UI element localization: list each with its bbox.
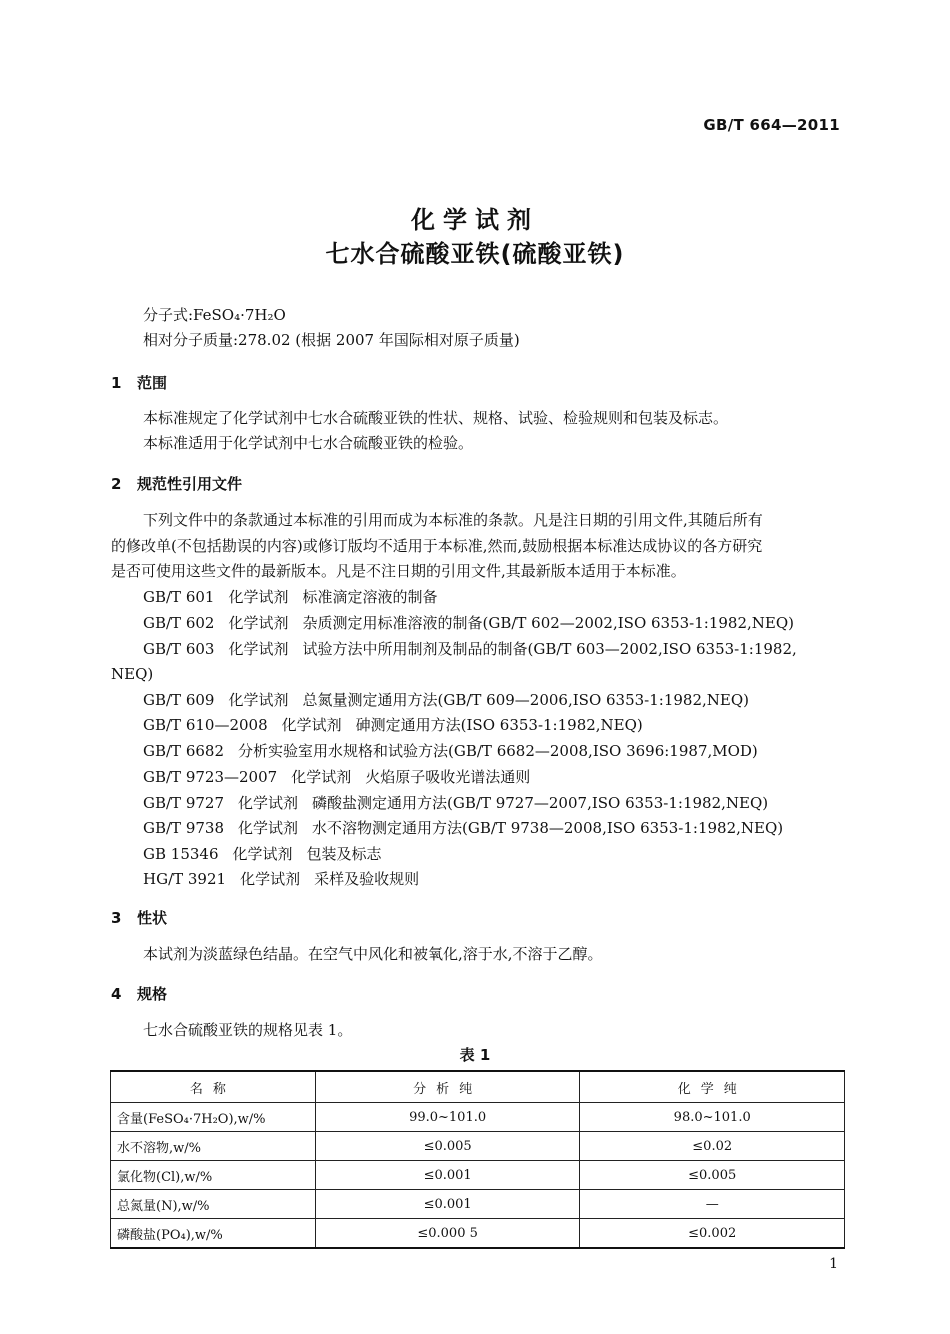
table-row — [111, 1103, 845, 1132]
reference-code: GB/T 9738 — [143, 819, 225, 837]
reference-code: GB/T 610—2008 — [143, 716, 268, 734]
reference-category: 化学试剂 — [228, 588, 289, 606]
reference-category: 化学试剂 — [232, 845, 293, 863]
reference-code: GB/T 602 — [143, 614, 215, 632]
table-cell: ≤0.005 — [580, 1161, 845, 1190]
table-cell: 水不溶物,w/% — [111, 1132, 316, 1161]
section-title: 规格 — [137, 985, 168, 1003]
reference-title: 磷酸盐测定通用方法(GB/T 9727—2007,ISO 6353-1:1982,NEQ) — [312, 794, 769, 812]
table-cell: ≤0.005 — [315, 1132, 580, 1161]
reference-title: 火焰原子吸收光谱法通则 — [365, 768, 531, 786]
reference-title: 水不溶物测定通用方法(GB/T 9738—2008,ISO 6353-1:1982,NEQ) — [312, 819, 784, 837]
document-title-line1: 化学试剂 — [411, 206, 539, 234]
reference-item — [143, 612, 808, 633]
column-header-analytical-grade: 分析纯 — [315, 1071, 580, 1103]
document-title-line2: 七水合硫酸亚铁(硫酸亚铁) — [325, 240, 625, 268]
table-cell: ≤0.002 — [580, 1219, 845, 1249]
section-title: 性状 — [137, 909, 168, 927]
reference-code: GB 15346 — [143, 845, 219, 863]
table-cell: — — [580, 1190, 845, 1219]
standard-code: GB/T 664—2011 — [703, 116, 840, 134]
table-row — [111, 1161, 845, 1190]
reference-category: 化学试剂 — [281, 716, 342, 734]
reference-title: 砷测定通用方法(ISO 6353-1:1982,NEQ) — [355, 716, 643, 734]
reference-title: 试验方法中所用制剂及制品的制备(GB/T 603—2002,ISO 6353-1:1982, — [302, 640, 797, 658]
reference-category: 化学试剂 — [240, 870, 301, 888]
table-cell: ≤0.02 — [580, 1132, 845, 1161]
reference-category: 化学试剂 — [238, 794, 299, 812]
paragraph: 本标准规定了化学试剂中七水合硫酸亚铁的性状、规格、试验、检验规则和包装及标志。 — [143, 409, 729, 427]
reference-item — [143, 843, 396, 864]
reference-category: 化学试剂 — [291, 768, 352, 786]
table-caption: 表 1 — [459, 1046, 491, 1064]
table-row — [111, 1219, 845, 1249]
paragraph: 的修改单(不包括勘误的内容)或修订版均不适用于本标准,然而,鼓励根据本标准达成协议的各方研究 — [111, 537, 763, 555]
reference-item — [143, 638, 811, 659]
reference-item — [143, 714, 657, 735]
section-number: 1 — [111, 374, 122, 392]
reference-title: 总氮量测定通用方法(GB/T 609—2006,ISO 6353-1:1982,NEQ) — [302, 691, 750, 709]
reference-continuation: NEQ) — [111, 665, 154, 683]
section-number: 4 — [111, 985, 122, 1003]
reference-title: 采样及验收规则 — [314, 870, 420, 888]
table-cell: ≤0.000 5 — [315, 1219, 580, 1249]
reference-category: 化学试剂 — [238, 819, 299, 837]
reference-category: 化学试剂 — [228, 640, 289, 658]
reference-item — [143, 792, 782, 813]
table-cell: ≤0.001 — [315, 1190, 580, 1219]
reference-item — [143, 817, 797, 838]
column-header-name: 名称 — [111, 1071, 316, 1103]
section-title: 范围 — [137, 374, 168, 392]
table-cell: 98.0~101.0 — [580, 1103, 845, 1132]
table-cell: 氯化物(Cl),w/% — [111, 1161, 316, 1190]
paragraph: 是否可使用这些文件的最新版本。凡是不注日期的引用文件,其最新版本适用于本标准。 — [111, 562, 686, 580]
reference-item — [143, 740, 772, 761]
specification-table — [110, 1070, 845, 1249]
reference-code: GB/T 601 — [143, 588, 215, 606]
section-heading-scope — [111, 372, 167, 393]
section-title: 规范性引用文件 — [137, 475, 243, 493]
reference-code: GB/T 9723—2007 — [143, 768, 278, 786]
table-cell: 总氮量(N),w/% — [111, 1190, 316, 1219]
reference-item — [143, 586, 452, 607]
table-cell: ≤0.001 — [315, 1161, 580, 1190]
section-number: 2 — [111, 475, 122, 493]
reference-code: GB/T 6682 — [143, 742, 225, 760]
section-heading-specifications — [111, 983, 167, 1004]
section-heading-references — [111, 473, 242, 494]
reference-code: GB/T 609 — [143, 691, 215, 709]
table-cell: 含量(FeSO₄·7H₂O),w/% — [111, 1103, 316, 1132]
reference-code: GB/T 9727 — [143, 794, 225, 812]
reference-item — [143, 868, 433, 889]
reference-title: 分析实验室用水规格和试验方法(GB/T 6682—2008,ISO 3696:1987,MOD) — [238, 742, 758, 760]
table-row — [111, 1190, 845, 1219]
section-heading-properties — [111, 907, 167, 928]
section-number: 3 — [111, 909, 122, 927]
table-cell: 磷酸盐(PO₄),w/% — [111, 1219, 316, 1249]
paragraph: 本试剂为淡蓝绿色结晶。在空气中风化和被氧化,溶于水,不溶于乙醇。 — [143, 945, 603, 963]
reference-title: 杂质测定用标准溶液的制备(GB/T 602—2002,ISO 6353-1:1982,NEQ) — [302, 614, 795, 632]
paragraph: 本标准适用于化学试剂中七水合硫酸亚铁的检验。 — [143, 434, 474, 452]
molar-mass: 相对分子质量:278.02 (根据 2007 年国际相对原子质量) — [143, 331, 520, 349]
reference-item — [143, 766, 544, 787]
paragraph: 下列文件中的条款通过本标准的引用而成为本标准的条款。凡是注日期的引用文件,其随后所有 — [143, 511, 763, 529]
table-header-row — [111, 1071, 845, 1103]
page-number: 1 — [829, 1256, 838, 1272]
table-cell: 99.0~101.0 — [315, 1103, 580, 1132]
reference-category: 化学试剂 — [228, 614, 289, 632]
reference-category: 化学试剂 — [228, 691, 289, 709]
column-header-chemical-grade: 化学纯 — [580, 1071, 845, 1103]
table-row — [111, 1132, 845, 1161]
reference-title: 标准滴定溶液的制备 — [302, 588, 438, 606]
molecular-formula: 分子式:FeSO₄·7H₂O — [143, 306, 286, 324]
reference-item — [143, 689, 763, 710]
reference-title: 包装及标志 — [306, 845, 382, 863]
reference-code: HG/T 3921 — [143, 870, 227, 888]
reference-code: GB/T 603 — [143, 640, 215, 658]
paragraph: 七水合硫酸亚铁的规格见表 1。 — [143, 1021, 353, 1039]
